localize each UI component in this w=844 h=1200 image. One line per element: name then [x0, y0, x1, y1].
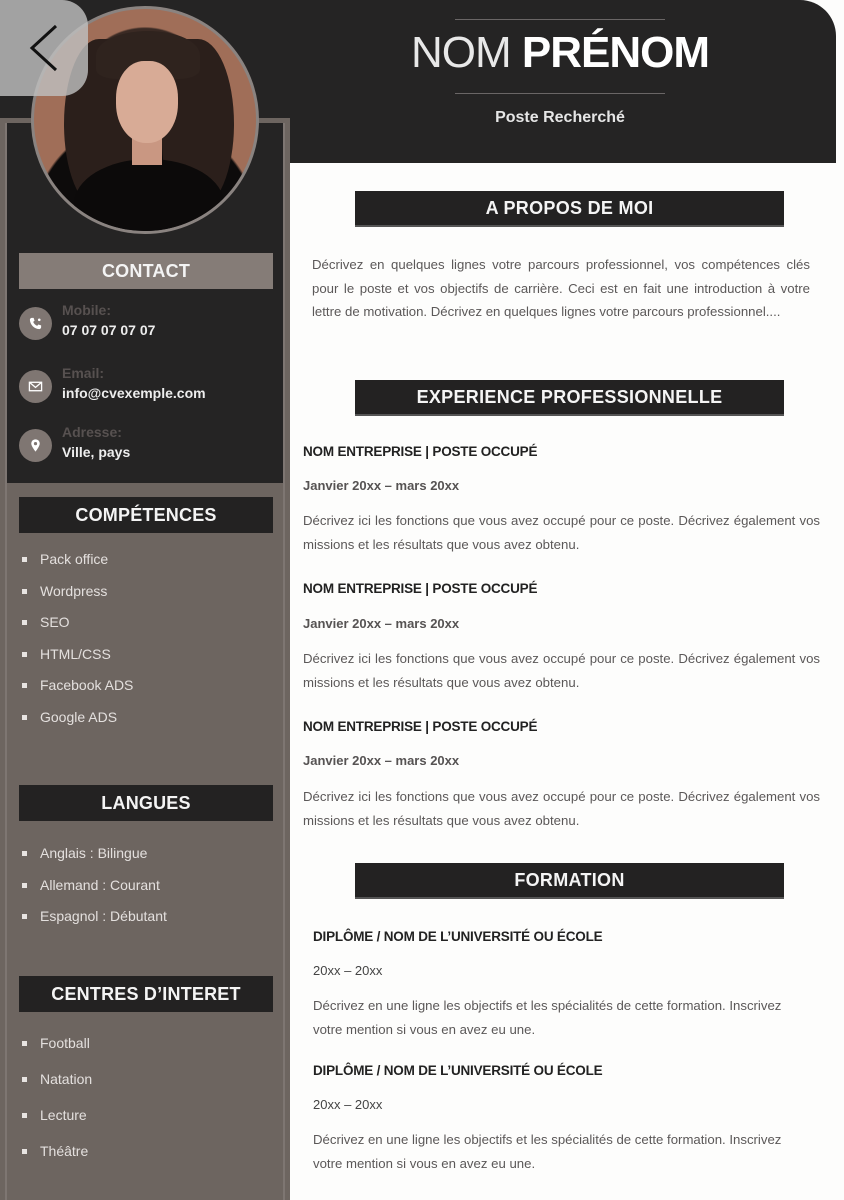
contact-address [19, 424, 279, 468]
header [400, 0, 720, 163]
education-date: 20xx – 20xx [313, 963, 383, 978]
interest-item: Lecture [22, 1107, 92, 1123]
skill-item: Google ADS [22, 709, 133, 725]
first-name: PRÉNOM [521, 28, 709, 77]
back-button[interactable] [0, 0, 88, 96]
education-heading: FORMATION [355, 863, 784, 899]
skills-heading: COMPÉTENCES [19, 497, 273, 533]
interest-item: Natation [22, 1071, 92, 1087]
header-rule-bottom [455, 93, 665, 94]
header-rule-top [455, 19, 665, 20]
contact-value: 07 07 07 07 07 [62, 322, 156, 338]
skill-item: HTML/CSS [22, 646, 133, 662]
experience-text: Décrivez ici les fonctions que vous avez occupé pour ce poste. Décrivez également vos missions et les résultats que vous avez obtenu. [303, 513, 820, 552]
contact-label: Email: [62, 365, 105, 381]
about-heading: A PROPOS DE MOI [355, 191, 784, 227]
contact-email [19, 365, 279, 409]
language-item: Allemand : Courant [22, 877, 167, 893]
experience-title: NOM ENTREPRISE | POSTE OCCUPÉ [303, 581, 538, 596]
contact-label: Mobile: [62, 302, 111, 318]
job-title: Poste Recherché [495, 109, 625, 126]
phone-icon [19, 307, 52, 340]
full-name [390, 28, 730, 78]
contact-value: Ville, pays [62, 444, 131, 460]
interests-heading: CENTRES D’INTERET [19, 976, 273, 1012]
languages-list [22, 845, 167, 924]
skill-item: Pack office [22, 551, 133, 567]
experience-text: Décrivez ici les fonctions que vous avez occupé pour ce poste. Décrivez également vos missions et les résultats que vous avez obtenu. [303, 651, 820, 690]
languages-heading: LANGUES [19, 785, 273, 821]
education-date: 20xx – 20xx [313, 1097, 383, 1112]
interest-item: Théâtre [22, 1143, 92, 1159]
contact-mobile [19, 302, 279, 346]
education-title: DIPLÔME / NOM DE L’UNIVERSITÉ OU ÉCOLE [313, 1063, 603, 1078]
interests-list [22, 1035, 92, 1159]
skill-item: Facebook ADS [22, 677, 133, 693]
language-item: Anglais : Bilingue [22, 845, 167, 861]
education-text: Décrivez en une ligne les objectifs et les spécialités de cette formation. Inscrivez votre mention si vous en avez eu une. [313, 998, 782, 1037]
interest-item: Football [22, 1035, 92, 1051]
skill-item: SEO [22, 614, 133, 630]
contact-heading: CONTACT [19, 253, 273, 289]
education-text: Décrivez en une ligne les objectifs et les spécialités de cette formation. Inscrivez votre mention si vous en avez eu une. [313, 1132, 782, 1171]
map-pin-icon [19, 429, 52, 462]
experience-title: NOM ENTREPRISE | POSTE OCCUPÉ [303, 444, 538, 459]
about-text: Décrivez en quelques lignes votre parcours professionnel, vos compétences clés pour le poste et vos objectifs de carrière. Ceci est en fait une introduction à votre lettre de motivation. Décrivez en quelques lignes votre parcours professionnel.... [312, 257, 810, 319]
skills-list [22, 551, 133, 725]
experience-title: NOM ENTREPRISE | POSTE OCCUPÉ [303, 719, 538, 734]
skill-item: Wordpress [22, 583, 133, 599]
envelope-icon [19, 370, 52, 403]
contact-value: info@cvexemple.com [62, 385, 206, 401]
experience-date: Janvier 20xx – mars 20xx [303, 478, 460, 493]
chevron-left-icon [26, 22, 62, 74]
experience-text: Décrivez ici les fonctions que vous avez occupé pour ce poste. Décrivez également vos missions et les résultats que vous avez obtenu. [303, 789, 820, 828]
experience-date: Janvier 20xx – mars 20xx [303, 616, 460, 631]
experience-date: Janvier 20xx – mars 20xx [303, 753, 460, 768]
education-title: DIPLÔME / NOM DE L’UNIVERSITÉ OU ÉCOLE [313, 929, 603, 944]
contact-label: Adresse: [62, 424, 122, 440]
last-name: NOM [410, 28, 511, 77]
language-item: Espagnol : Débutant [22, 908, 167, 924]
experience-heading: EXPERIENCE PROFESSIONNELLE [355, 380, 784, 416]
